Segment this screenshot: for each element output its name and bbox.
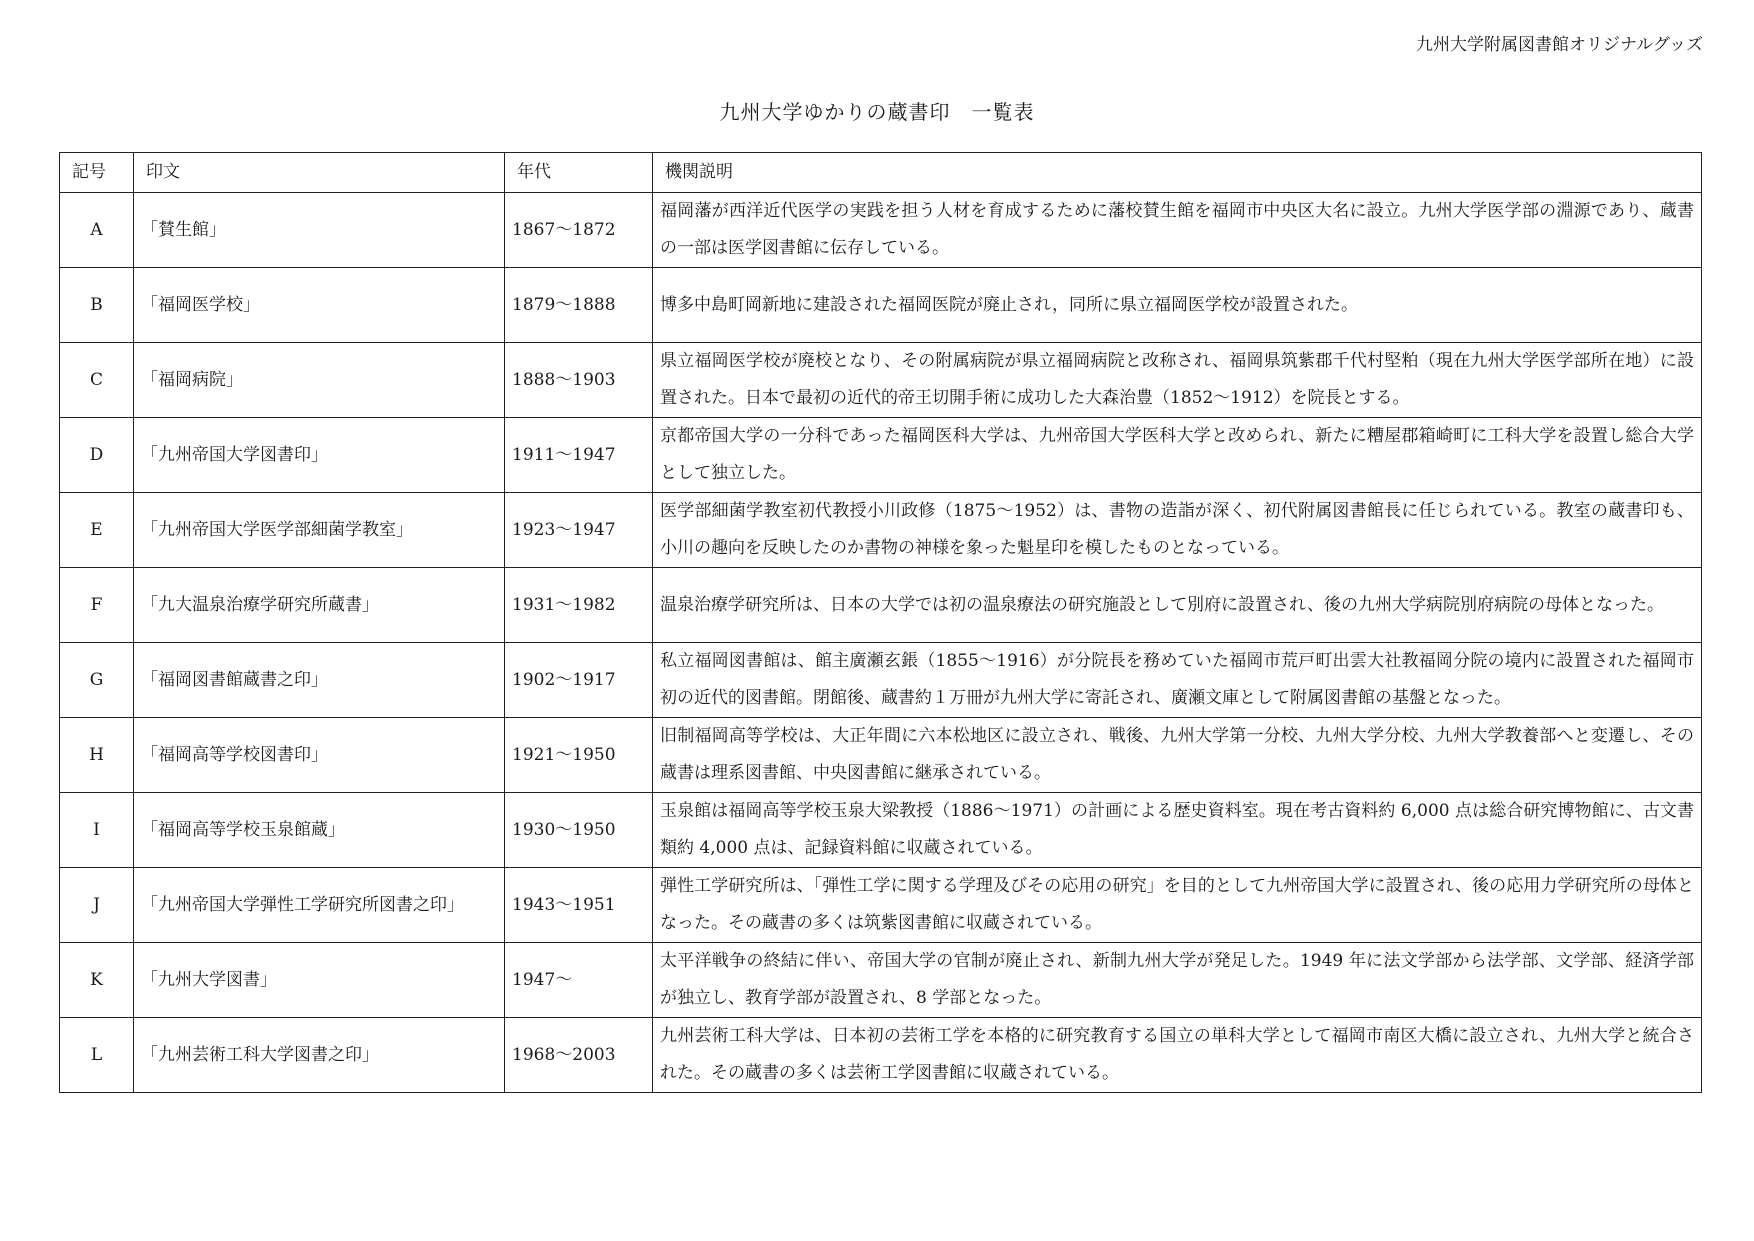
row-period: 1923～1947: [505, 493, 653, 568]
row-code: H: [60, 718, 134, 793]
table-row: [60, 193, 1702, 268]
table-row: [60, 943, 1702, 1018]
row-description: 旧制福岡高等学校は、大正年間に六本松地区に設立され、戦後、九州大学第一分校、九州大学分校、九州大学教養部へと変遷し、その蔵書は理系図書館、中央図書館に継承されている。: [653, 718, 1702, 793]
row-description: 博多中島町岡新地に建設された福岡医院が廃止され，同所に県立福岡医学校が設置された。: [653, 268, 1702, 343]
row-period: 1911～1947: [505, 418, 653, 493]
row-code: A: [60, 193, 134, 268]
row-period: 1930～1950: [505, 793, 653, 868]
row-description: 弾性工学研究所は、「弾性工学に関する学理及びその応用の研究」を目的として九州帝国大学に設置され、後の応用力学研究所の母体となった。その蔵書の多くは筑紫図書館に収蔵されている。: [653, 868, 1702, 943]
table-row: [60, 418, 1702, 493]
row-period: 1968～2003: [505, 1018, 653, 1093]
row-period: 1921～1950: [505, 718, 653, 793]
document-title: 九州大学ゆかりの蔵書印 一覧表: [719, 100, 1035, 124]
row-period: 1879～1888: [505, 268, 653, 343]
row-description: 県立福岡医学校が廃校となり、その附属病院が県立福岡病院と改称され、福岡県筑紫郡千代村堅粕（現在九州大学医学部所在地）に設置された。日本で最初の近代的帝王切開手術に成功した大森治豊（1852～1912）を院長とする。: [653, 343, 1702, 418]
row-period: 1947～: [505, 943, 653, 1018]
row-code: B: [60, 268, 134, 343]
table-row: [60, 268, 1702, 343]
row-code: L: [60, 1018, 134, 1093]
row-code: I: [60, 793, 134, 868]
row-description: 温泉治療学研究所は、日本の大学では初の温泉療法の研究施設として別府に設置され、後の九州大学病院別府病院の母体となった。: [653, 568, 1702, 643]
row-description: 京都帝国大学の一分科であった福岡医科大学は、九州帝国大学医科大学と改められ、新たに糟屋郡箱崎町に工科大学を設置し総合大学として独立した。: [653, 418, 1702, 493]
column-header-code: 記号: [60, 153, 134, 193]
table-row: [60, 568, 1702, 643]
row-inscription: 「福岡医学校」: [134, 268, 505, 343]
row-description: 福岡藩が西洋近代医学の実践を担う人材を育成するために藩校賛生館を福岡市中央区大名に設立。九州大学医学部の淵源であり、蔵書の一部は医学図書館に伝存している。: [653, 193, 1702, 268]
table-row: [60, 868, 1702, 943]
row-inscription: 「九州大学図書」: [134, 943, 505, 1018]
table-row: [60, 793, 1702, 868]
column-header-inscription: 印文: [134, 153, 505, 193]
row-period: 1888～1903: [505, 343, 653, 418]
row-code: J: [60, 868, 134, 943]
row-inscription: 「九州帝国大学弾性工学研究所図書之印」: [134, 868, 505, 943]
row-period: 1943～1951: [505, 868, 653, 943]
row-inscription: 「九州帝国大学図書印」: [134, 418, 505, 493]
row-inscription: 「福岡図書館蔵書之印」: [134, 643, 505, 718]
row-code: G: [60, 643, 134, 718]
row-code: E: [60, 493, 134, 568]
row-period: 1867～1872: [505, 193, 653, 268]
column-header-description: 機関説明: [653, 153, 1702, 193]
row-description: 私立福岡図書館は、館主廣瀬玄鋹（1855～1916）が分院長を務めていた福岡市荒戸町出雲大社教福岡分院の境内に設置された福岡市初の近代的図書館。閉館後、蔵書約１万冊が九州大学に寄託され、廣瀬文庫として附属図書館の基盤となった。: [653, 643, 1702, 718]
row-inscription: 「九州帝国大学医学部細菌学教室」: [134, 493, 505, 568]
row-inscription: 「福岡病院」: [134, 343, 505, 418]
row-code: F: [60, 568, 134, 643]
row-period: 1902～1917: [505, 643, 653, 718]
row-inscription: 「九州芸術工科大学図書之印」: [134, 1018, 505, 1093]
table-header-row: [60, 153, 1702, 193]
row-code: C: [60, 343, 134, 418]
table-row: [60, 718, 1702, 793]
table-row: [60, 643, 1702, 718]
column-header-period: 年代: [505, 153, 653, 193]
row-inscription: 「賛生館」: [134, 193, 505, 268]
header-note: 九州大学附属図書館オリジナルグッズ: [1416, 35, 1703, 55]
row-inscription: 「九大温泉治療学研究所蔵書」: [134, 568, 505, 643]
row-code: K: [60, 943, 134, 1018]
seal-list-table: [59, 152, 1702, 1093]
row-inscription: 「福岡高等学校玉泉館蔵」: [134, 793, 505, 868]
row-description: 玉泉館は福岡高等学校玉泉大梁教授（1886～1971）の計画による歴史資料室。現在考古資料約 6,000 点は総合研究博物館に、古文書類約 4,000 点は、記録資料館に収蔵されている。: [653, 793, 1702, 868]
table-row: [60, 493, 1702, 568]
row-description: 医学部細菌学教室初代教授小川政修（1875～1952）は、書物の造詣が深く、初代附属図書館長に任じられている。教室の蔵書印も、小川の趣向を反映したのか書物の神様を象った魁星印を模したものとなっている。: [653, 493, 1702, 568]
row-description: 九州芸術工科大学は、日本初の芸術工学を本格的に研究教育する国立の単科大学として福岡市南区大橋に設立され、九州大学と統合された。その蔵書の多くは芸術工学図書館に収蔵されている。: [653, 1018, 1702, 1093]
table-row: [60, 1018, 1702, 1093]
row-code: D: [60, 418, 134, 493]
row-description: 太平洋戦争の終結に伴い、帝国大学の官制が廃止され、新制九州大学が発足した。1949 年に法文学部から法学部、文学部、経済学部が独立し、教育学部が設置され、8 学部となった。: [653, 943, 1702, 1018]
row-period: 1931～1982: [505, 568, 653, 643]
table-row: [60, 343, 1702, 418]
row-inscription: 「福岡高等学校図書印」: [134, 718, 505, 793]
